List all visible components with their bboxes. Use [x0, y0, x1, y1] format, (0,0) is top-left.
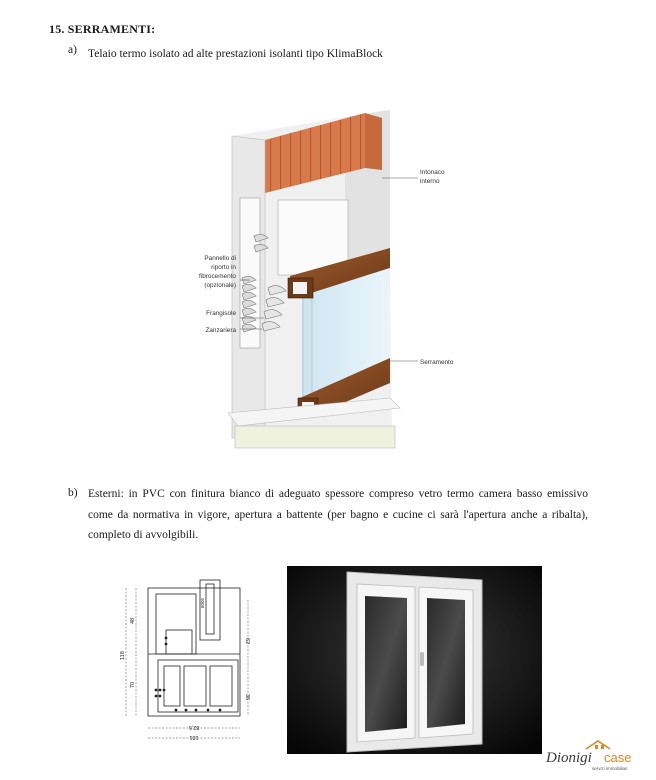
- dionigi-case-logo: [540, 735, 650, 777]
- label-pannello-3: fibrocemento: [199, 273, 236, 280]
- label-zanzariera: Zanzariera: [205, 327, 236, 334]
- window-section-diagram: [160, 108, 490, 458]
- item-a-marker: a): [68, 44, 77, 56]
- label-pannello-2: riporto in: [211, 264, 236, 271]
- item-b-text: Esterni: in PVC con finitura bianco di adeguato spessore compreso vetro termo camera basso emissivo come da normativa in vigore, apertura a battente (per bagno e cucine ci sarà l'apertura anche a ribalta), completo di avvolgibili.: [88, 488, 588, 541]
- dim-48: 48: [130, 617, 136, 624]
- dim-36: 36: [244, 694, 250, 701]
- pvc-window-photo: [287, 566, 542, 754]
- left-glass: [365, 596, 407, 732]
- logo-suffix: case: [604, 750, 632, 765]
- item-b-marker: b): [68, 487, 78, 499]
- item-a-text: Telaio termo isolato ad alte prestazioni isolanti tipo KlimaBlock: [88, 48, 383, 60]
- dim-62: 62: [244, 638, 250, 645]
- logo-name: Dionigi: [546, 750, 592, 766]
- label-pannello-4: (opzionale): [204, 282, 236, 289]
- section-heading: 15. SERRAMENTI:: [49, 22, 156, 36]
- dim-82: 82,5: [188, 724, 200, 730]
- right-glass: [427, 598, 465, 728]
- label-frangisole: Frangisole: [206, 310, 236, 317]
- logo-tagline: servizi immobiliari: [592, 766, 628, 771]
- label-intonaco-2: interno: [420, 178, 440, 185]
- label-serramento: Serramento: [420, 359, 454, 366]
- window-handle: [420, 652, 424, 666]
- dim-70: 70: [130, 681, 136, 688]
- dim-6005: 6005: [200, 597, 205, 608]
- dim-118: 118: [120, 651, 126, 660]
- label-pannello-1: Pannello di: [204, 255, 236, 262]
- label-intonaco-1: Intonaco: [420, 169, 445, 176]
- dim-101: 101: [189, 734, 199, 740]
- pvc-profile-drawing: [116, 570, 264, 742]
